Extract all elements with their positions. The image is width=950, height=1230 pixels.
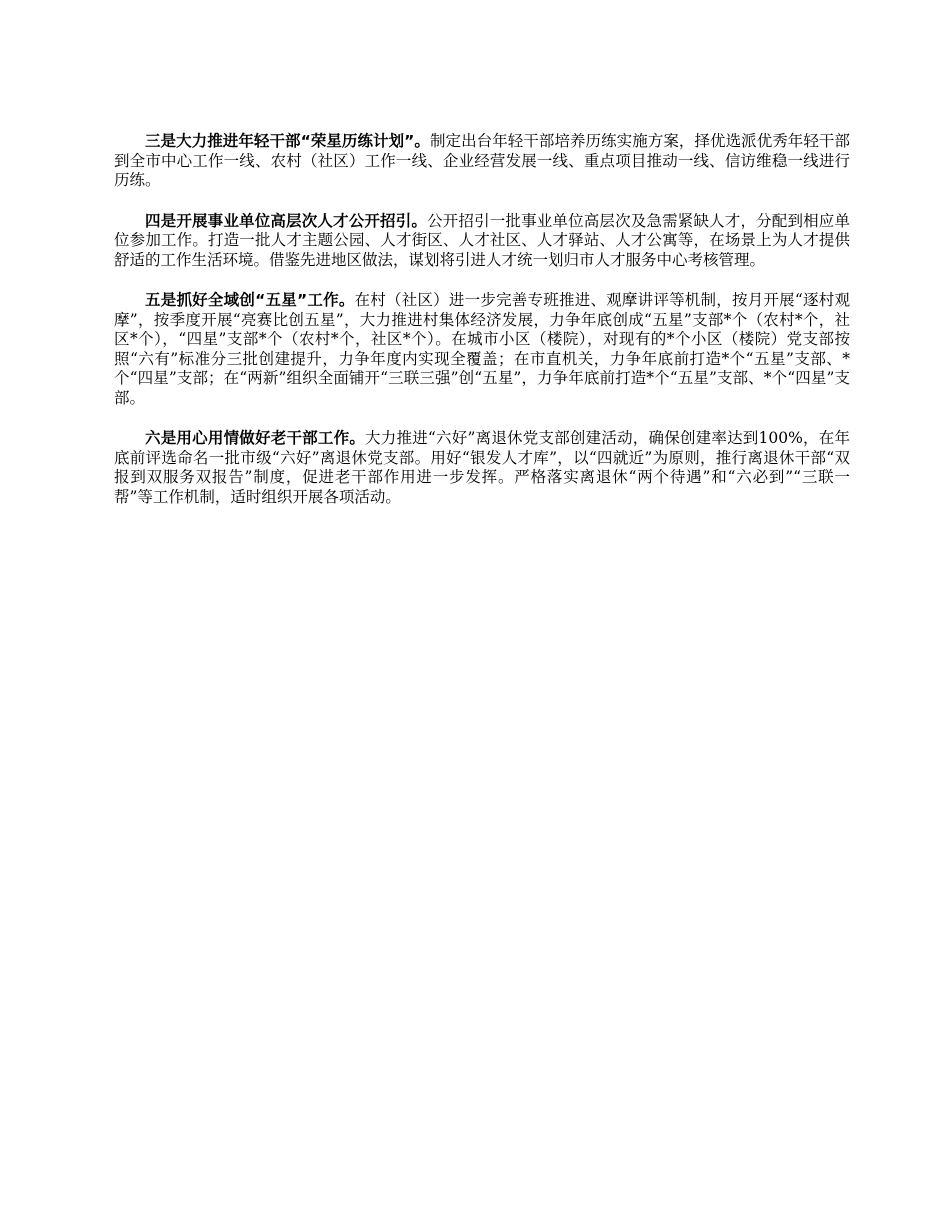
paragraph-body: 在村（社区）进一步完善专班推进、观摩讲评等机制，按月开展“逐村观摩”，按季度开展“亮赛比创五星”，大力推进村集体经济发展，力争年底创成“五星”支部*个（农村*个，社区*个），“四星”支部*个（农村*个，社区*个）。在城市小区（楼院），对现有的*个小区（楼院）党支部按照“六有”标准分三批创建提升，力争年度内实现全覆盖；在市直机关，力争年底前打造*个“五星”支部、*个“四星”支部；在“两新”组织全面铺开“三联三强”创“五星”，力争年底前打造*个“五星”支部、*个“四星”支部。 [114, 291, 850, 407]
paragraph-lead: 六是用心用情做好老干部工作。 [145, 429, 366, 447]
paragraph-body: 大力推进“六好”离退休党支部创建活动，确保创建率达到100%，在年底前评选命名一批市级“六好”离退休党支部。用好“银发人才库”，以“四就近”为原则，推行离退休干部“双报到双服务双报告”制度，促进老干部作用进一步发挥。严格落实离退休“两个待遇”和“六必到”“三联一帮”等工作机制，适时组织开展各项活动。 [114, 429, 850, 506]
paragraph-five-star-creation [114, 291, 850, 408]
paragraph-body: 制定出台年轻干部培养历练实施方案，择优选派优秀年轻干部到全市中心工作一线、农村（社区）工作一线、企业经营发展一线、重点项目推动一线、信访维稳一线进行历练。 [114, 132, 850, 189]
paragraph-youth-cadre-training [114, 132, 850, 191]
paragraph-body: 公开招引一批事业单位高层次及急需紧缺人才，分配到相应单位参加工作。打造一批人才主题公园、人才街区、人才社区、人才驿站、人才公寓等，在场景上为人才提供舒适的工作生活环境。借鉴先进地区做法，谋划将引进人才统一划归市人才服务中心考核管理。 [114, 211, 850, 269]
paragraph-lead: 五是抓好全域创“五星”工作。 [145, 291, 355, 309]
paragraph-veteran-cadre-work [114, 429, 850, 507]
document-page [114, 132, 850, 528]
paragraph-talent-recruitment [114, 212, 850, 271]
paragraph-lead: 四是开展事业单位高层次人才公开招引。 [145, 211, 428, 230]
paragraph-lead: 三是大力推进年轻干部“荣星历练计划”。 [145, 132, 430, 150]
